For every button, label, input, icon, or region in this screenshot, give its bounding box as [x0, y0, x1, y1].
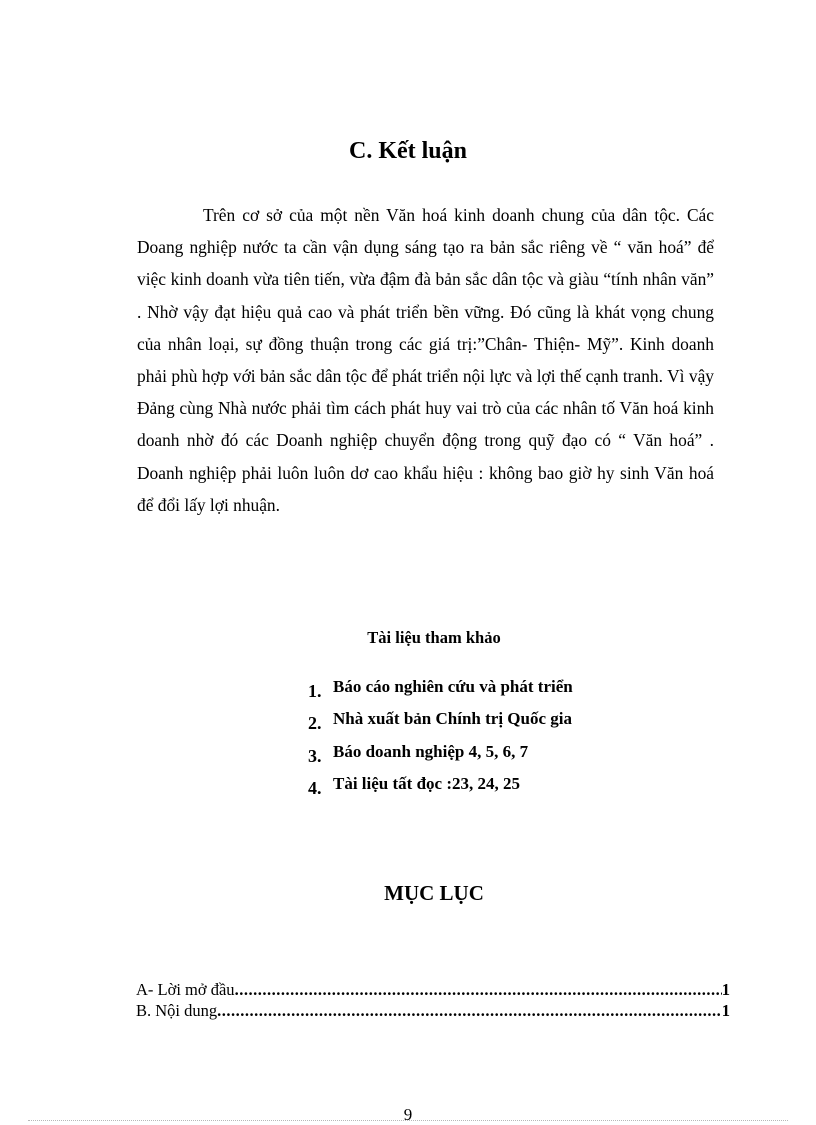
toc-dot-leader — [217, 1001, 722, 1021]
reference-item — [308, 742, 573, 774]
toc-entry-page: 1 — [721, 1001, 730, 1020]
conclusion-title: C. Kết luận — [348, 138, 467, 164]
references-list — [308, 677, 573, 806]
reference-item — [308, 677, 573, 709]
page-footer-divider — [28, 1120, 788, 1121]
reference-item — [308, 709, 573, 741]
table-of-contents-title: MỤC LỤC — [384, 881, 484, 905]
toc-entry-label: B. Nội dung — [136, 1001, 218, 1020]
reference-text: Tài liệu tất đọc :23, 24, 25 — [333, 773, 520, 793]
toc-entry-page: 1 — [721, 980, 730, 999]
conclusion-paragraph: Trên cơ sở của một nền Văn hoá kinh doanh chung của dân tộc. Các Doang nghiệp nước ta cần vận dụng sáng tạo ra bản sắc riêng về “ văn hoá” để việc kinh doanh vừa tiên tiến, vừa đậm đà bản sắc dân tộc và giàu “tính nhân văn” . Nhờ vậy đạt hiệu quả cao và phát triển bền vững. Đó cũng là khát vọng chung của nhân loại, sự đồng thuận trong các giá trị:”Chân- Thiện- Mỹ”. Kinh doanh phải phù hợp với bản sắc dân tộc để phát triển nội lực và lợi thế cạnh tranh. Vì vậy Đảng cùng Nhà nước phải tìm cách phát huy vai trò của các nhân tố Văn hoá kinh doanh nhờ đó các Doanh nghiệp chuyển động trong quỹ đạo có “ Văn hoá” . Doanh nghiệp phải luôn luôn dơ cao khẩu hiệu : không bao giờ hy sinh Văn hoá để đổi lấy lợi nhuận. — [137, 205, 714, 515]
reference-text: Nhà xuất bản Chính trị Quốc gia — [333, 709, 572, 729]
reference-number: 3. — [308, 745, 322, 766]
toc-entry-label: A- Lời mở đầu — [136, 980, 235, 999]
toc-entry[interactable] — [136, 980, 730, 1001]
toc-entry[interactable] — [136, 1001, 730, 1022]
reference-item — [308, 774, 573, 806]
page-number: 9 — [403, 1105, 413, 1124]
toc-dot-leader — [235, 980, 722, 1000]
references-title: Tài liệu tham khảo — [367, 628, 501, 647]
reference-number: 4. — [308, 777, 322, 798]
reference-number: 2. — [308, 713, 322, 734]
reference-text: Báo doanh nghiệp 4, 5, 6, 7 — [333, 741, 529, 761]
reference-number: 1. — [308, 681, 322, 701]
table-of-contents — [136, 980, 730, 1022]
reference-text: Báo cáo nghiên cứu và phát triển — [333, 677, 573, 696]
